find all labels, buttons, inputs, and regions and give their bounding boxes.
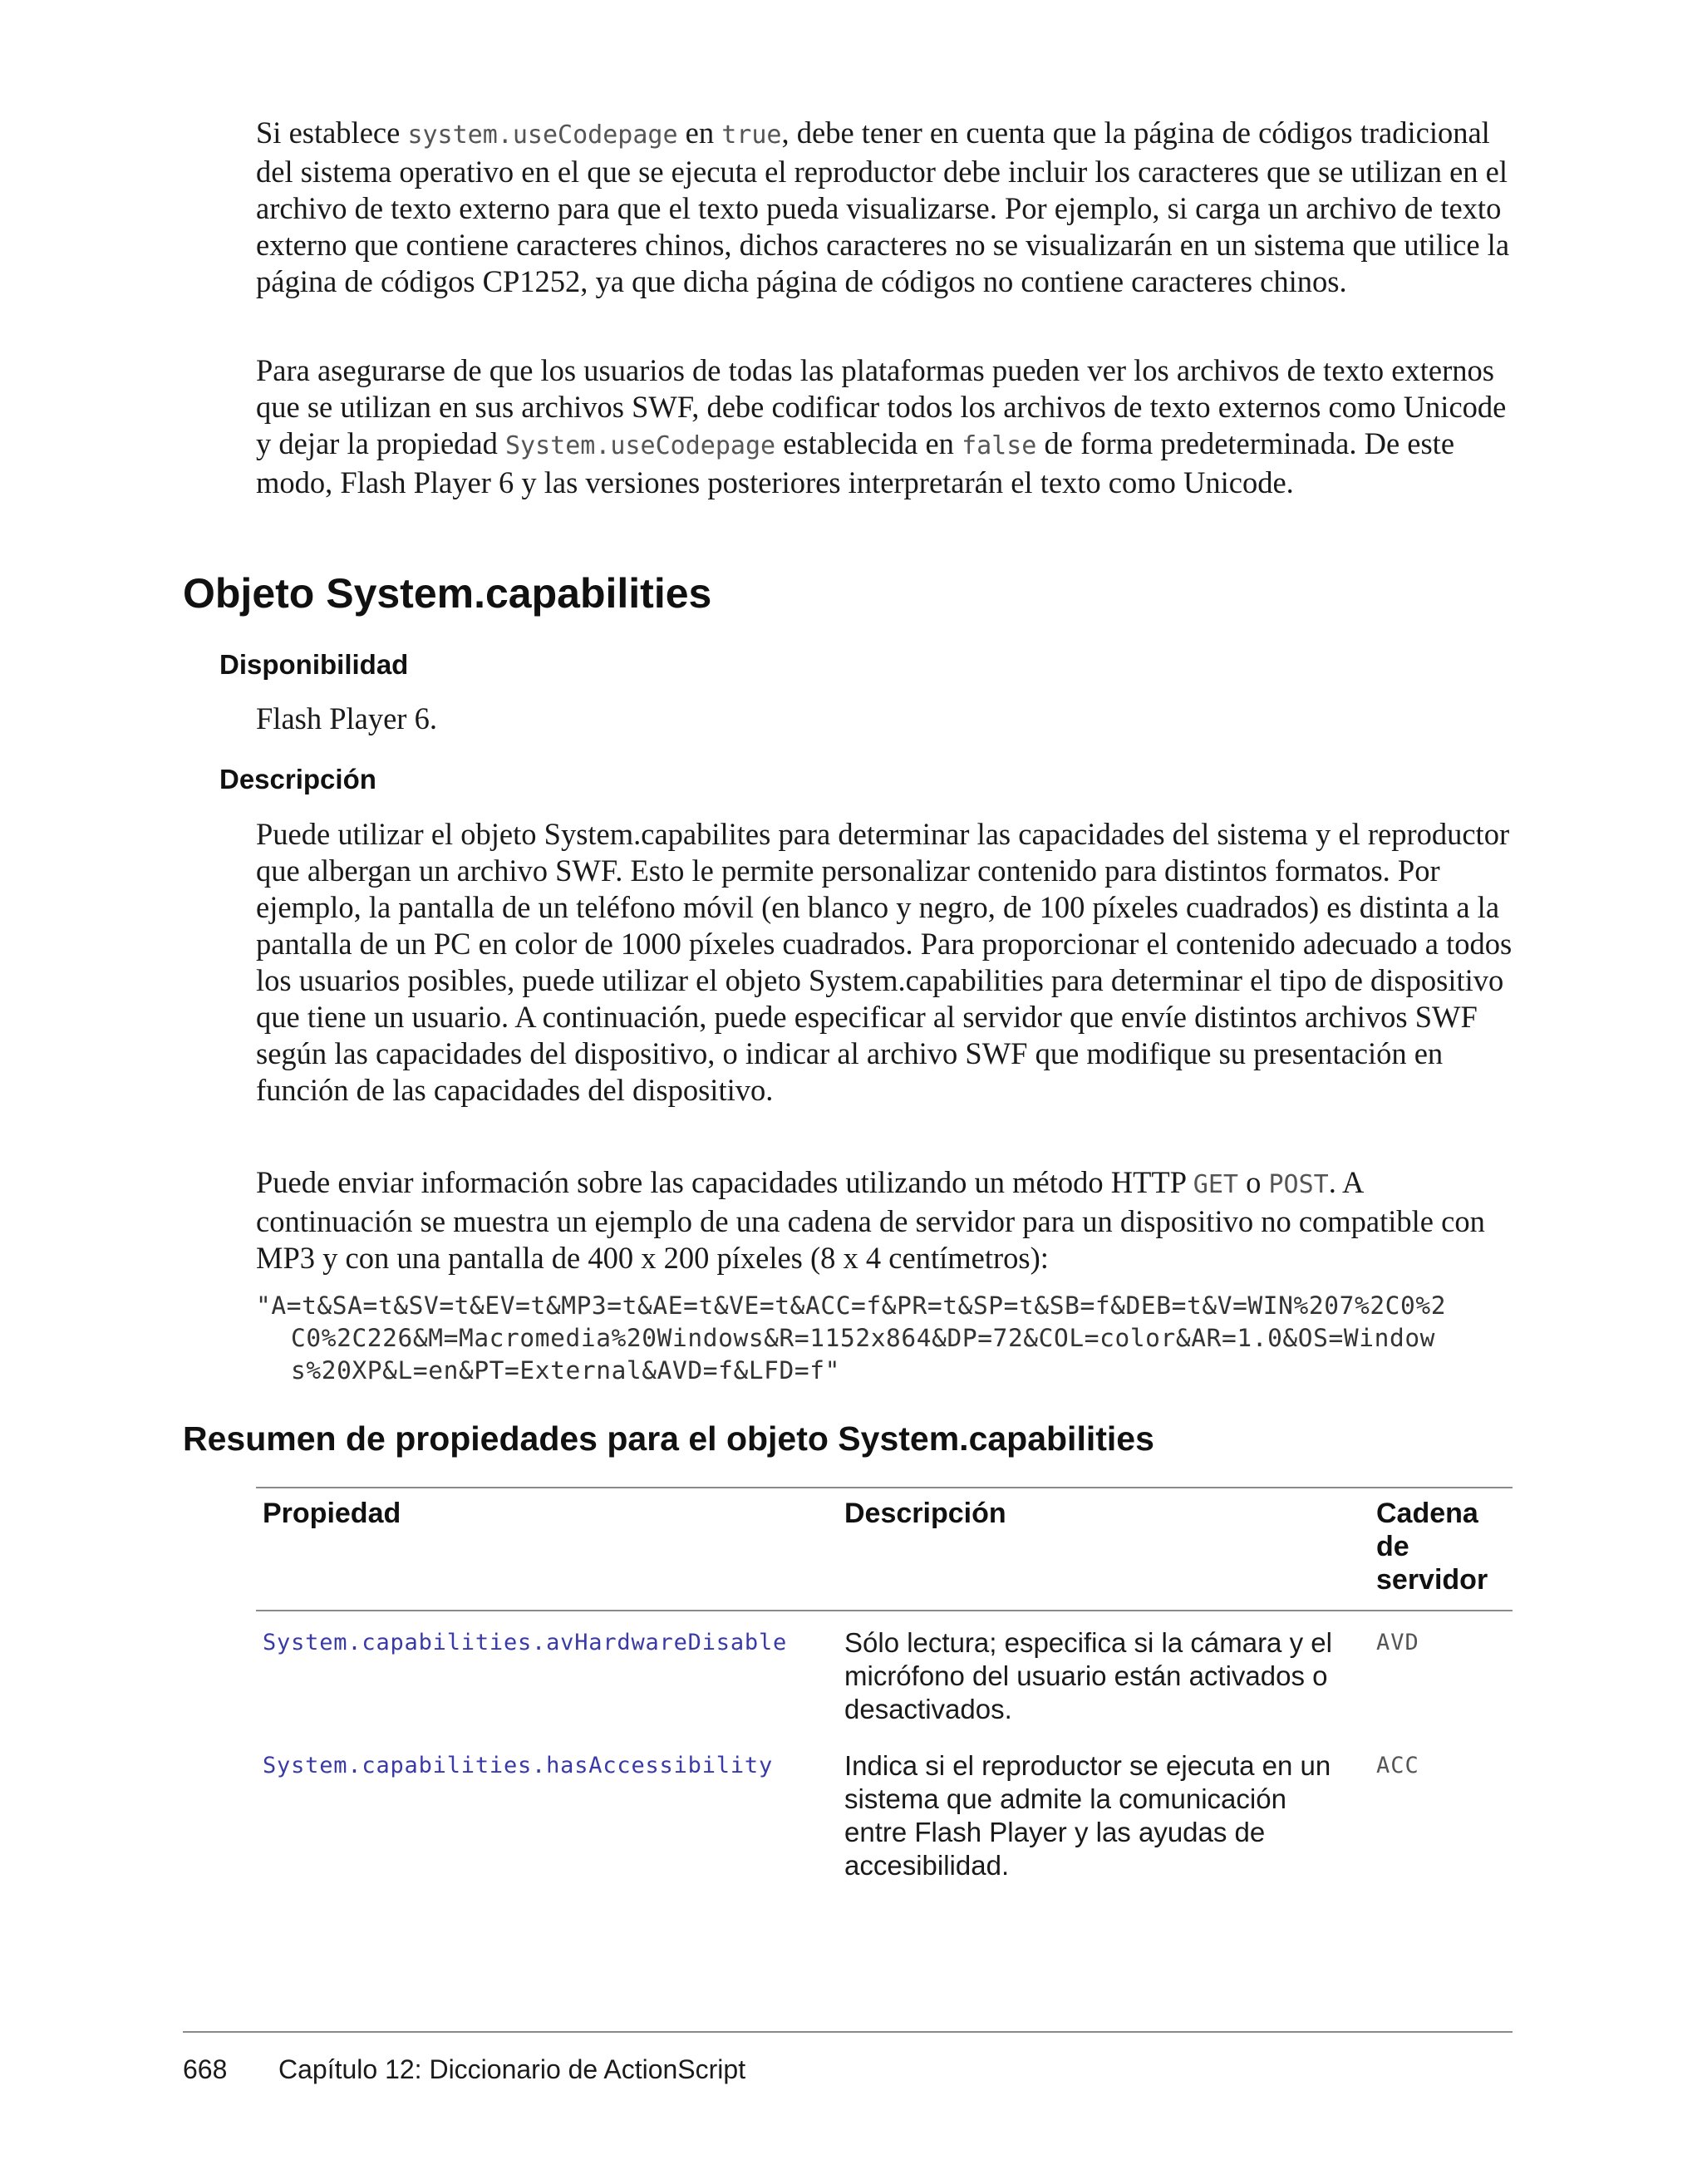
header-property: Propiedad [263,1498,401,1529]
code-line: C0%2C226&M=Macromedia%20Windows&R=1152x864&DP=72&COL=color&AR=1.0&OS=Window [291,1324,1436,1352]
summary-title: Resumen de propiedades para el objeto System.capabilities [183,1419,1154,1458]
property-description: Sólo lectura; especifica si la cámara y el micrófono del usuario están activados o desactivados. [844,1627,1332,1724]
description-heading: Descripción [219,764,376,794]
availability-heading: Disponibilidad [219,649,409,680]
header-server-string: Cadena de servidor [1376,1498,1488,1596]
table-header [256,1488,1513,1611]
property-link[interactable]: System.capabilities.hasAccessibility [263,1753,773,1778]
section-title: Objeto System.capabilities [183,570,712,617]
server-string-code: ACC [1376,1753,1419,1778]
properties-table [256,1487,1513,1901]
intro-paragraph-2: Para asegurarse de que los usuarios de todas las plataformas pueden ver los archivos de texto externos que se utilizan en sus archivos SWF, debe codificar todos los archivos de texto externos como Unicode y dejar la propiedad System.useCodepage establecida en false de forma predeterminada. De este modo, Flash Player 6 y las versiones posteriores interpretarán el texto como Unicode. [256,353,1507,499]
inline-code-post: POST [1268,1170,1329,1199]
inline-code-usecodepage: System.useCodepage [504,431,776,460]
property-description: Indica si el reproductor se ejecuta en un sistema que admite la comunicación entre Flash Player y las ayudas de accesibilidad. [844,1750,1331,1881]
footer-divider [183,2031,1513,2033]
header-description: Descripción [844,1498,1006,1529]
page-footer [183,2053,745,2086]
table-row [256,1611,1513,1734]
inline-code-get: GET [1193,1170,1238,1199]
server-string-code: AVD [1376,1630,1419,1655]
server-string-code-block [256,1290,1536,1387]
description-paragraph-1: Puede utilizar el objeto System.capabilites para determinar las capacidades del sistema y el reproductor que albergan un archivo SWF. Esto le permite personalizar contenido para distintos formatos. Por ejemplo, la pantalla de un teléfono móvil (en blanco y negro, de 100 píxeles cuadrados) es distinta a la pantalla de un PC en color de 1000 píxeles cuadrados. Para proporcionar el contenido adecuado a todos los usuarios posibles, puede utilizar el objeto System.capabilities para determinar el tipo de dispositivo que tiene un usuario. A continuación, puede especificar al servidor que envíe distintos archivos SWF según las capacidades del dispositivo, o indicar al archivo SWF que modifique su presentación en función de las capacidades del dispositivo. [256,817,1513,1107]
code-line: s%20XP&L=en&PT=External&AVD=f&LFD=f" [291,1356,840,1385]
page-number: 668 [183,2054,228,2084]
description-paragraph-2: Puede enviar información sobre las capacidades utilizando un método HTTP GET o POST. A continuación se muestra un ejemplo de una cadena de servidor para un dispositivo no compatible con MP3 y con una pantalla de 400 x 200 píxeles (8 x 4 centímetros): [256,1165,1485,1275]
property-link[interactable]: System.capabilities.avHardwareDisable [263,1630,788,1655]
inline-code-true: true [721,121,782,150]
intro-paragraph-1: Si establece system.useCodepage en true, debe tener en cuenta que la página de códigos tradicional del sistema operativo en el que se ejecuta el reproductor debe incluir los caracteres que se utilizan en el archivo de texto externo para que el texto pueda visualizarse. Por ejemplo, si carga un archivo de texto externo que contiene caracteres chinos, dichos caracteres no se visualizarán en un sistema que utilice la página de códigos CP1252, ya que dicha página de códigos no contiene caracteres chinos. [256,116,1510,298]
inline-code-usecodepage: system.useCodepage [407,121,678,150]
availability-text: Flash Player 6. [256,701,437,735]
code-line: "A=t&SA=t&SV=t&EV=t&MP3=t&AE=t&VE=t&ACC=f&PR=t&SP=t&SB=f&DEB=t&V=WIN%207%2C0%2 [256,1291,1447,1320]
inline-code-false: false [962,431,1037,460]
chapter-title: Capítulo 12: Diccionario de ActionScript [278,2054,746,2084]
table-row [256,1734,1513,1901]
